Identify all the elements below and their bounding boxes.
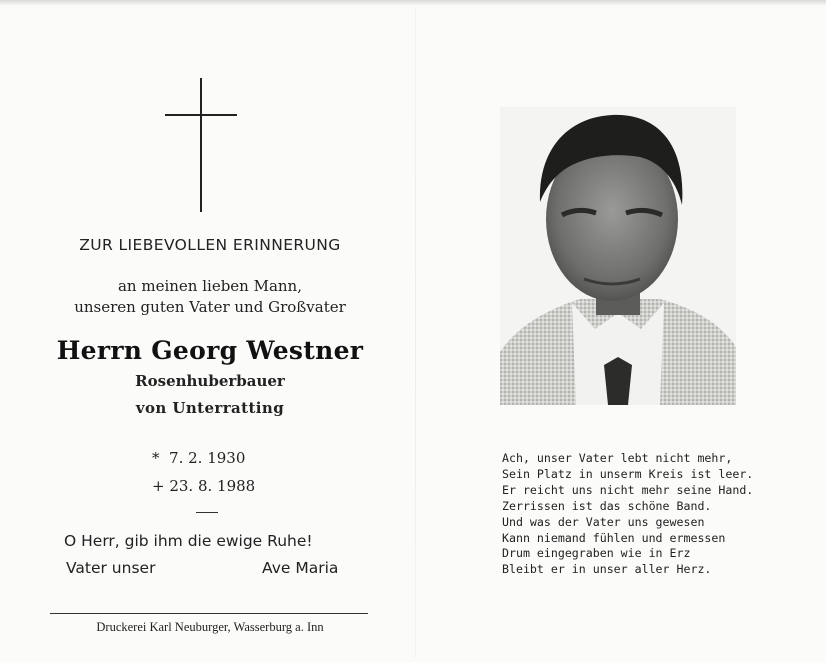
deceased-title: Rosenhuberbauer xyxy=(135,372,285,390)
poem-line: Zerrissen ist das schöne Band. xyxy=(502,498,712,513)
deceased-origin: von Unterratting xyxy=(135,399,285,417)
card-edge xyxy=(0,0,826,6)
poem-line: Sein Platz in unserm Kreis ist leer. xyxy=(502,466,754,481)
prayer-vater-unser: Vater unser xyxy=(66,559,156,577)
poem-line: Drum eingegraben wie in Erz xyxy=(502,546,691,561)
intro-line-2: unseren guten Vater und Großvater xyxy=(74,298,346,316)
memorial-heading: ZUR LIEBEVOLLEN ERINNERUNG xyxy=(79,236,341,254)
deceased-name: Herrn Georg Westner xyxy=(56,336,364,365)
birth-date: * 7. 2. 1930 xyxy=(152,449,246,467)
poem xyxy=(502,451,753,578)
poem-line: Er reicht uns nicht mehr seine Hand. xyxy=(502,482,754,497)
poem-line: Kann niemand fühlen und ermessen xyxy=(502,530,726,545)
poem-line: Bleibt er in unser aller Herz. xyxy=(502,562,712,577)
intro-line-1: an meinen lieben Mann, xyxy=(117,277,302,295)
printer-divider xyxy=(50,613,368,614)
death-date: + 23. 8. 1988 xyxy=(152,477,256,495)
prayer-text: O Herr, gib ihm die ewige Ruhe! xyxy=(64,532,313,550)
printer-credit: Druckerei Karl Neuburger, Wasserburg a. Inn xyxy=(96,620,324,634)
card-fold xyxy=(415,8,416,658)
prayer-ave-maria: Ave Maria xyxy=(262,559,339,577)
portrait-photo xyxy=(500,107,736,405)
poem-line: Und was der Vater uns gewesen xyxy=(502,514,705,529)
intro-text xyxy=(30,276,390,318)
divider xyxy=(196,512,218,513)
cross-icon xyxy=(165,78,237,212)
poem-line: Ach, unser Vater lebt nicht mehr, xyxy=(502,451,733,465)
